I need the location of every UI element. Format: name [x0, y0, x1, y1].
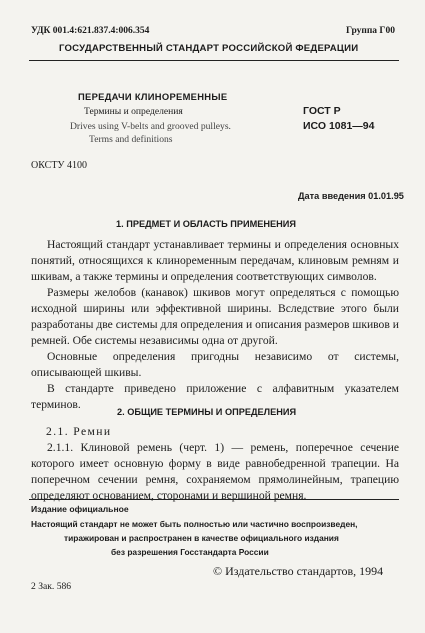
standard-title: ПЕРЕДАЧИ КЛИНОРЕМЕННЫЕ	[78, 91, 228, 102]
udk-code: УДК 001.4:621.837.4:006.354	[31, 26, 150, 36]
section-1-body	[31, 237, 399, 413]
paragraph: Размеры желобов (канавок) шкивов могут определяться с помощью исходной ширины или эффективной ширины. Вследствие этого были разработаны две системы для определения и описания размеров шкивов и ремней. Обе системы независимы одна от другой.	[31, 286, 399, 347]
section-2-heading: 2. ОБЩИЕ ТЕРМИНЫ И ОПРЕДЕЛЕНИЯ	[117, 407, 297, 417]
designation-gost: ГОСТ Р	[303, 105, 341, 117]
publisher-copyright: © Издательство стандартов, 1994	[213, 564, 384, 578]
order-number: 2 Зак. 586	[31, 581, 72, 592]
copyright-notice-line-2: тиражирован и распространен в качестве официального издания	[64, 533, 339, 543]
introduction-date: Дата введения 01.01.95	[298, 191, 404, 201]
standard-subtitle-en: Terms and definitions	[89, 134, 173, 145]
state-standard-title: ГОСУДАРСТВЕННЫЙ СТАНДАРТ РОССИЙСКОЙ ФЕДЕРАЦИИ	[59, 43, 359, 54]
paragraph: Основные определения пригодны независимо от системы, описывающей шкивы.	[31, 350, 399, 379]
paragraph: Настоящий стандарт устанавливает термины и определения основных понятий, относящихся к клиноременным передачам, клиновым ремням и шкивам, а также термины и определения соответствующих символов.	[31, 238, 399, 283]
header-rule	[29, 60, 399, 61]
section-2-body	[31, 440, 399, 504]
official-edition: Издание официальное	[31, 504, 129, 514]
okstu-code: ОКСТУ 4100	[31, 160, 88, 171]
paragraph: 2.1.1. Клиновой ремень (черт. 1) — ремень, поперечное сечение которого имеет основную форму в виде равнобедренной трапеции. На поперечном сечении ремня, сохраняемом прямолинейным, трапецию определяют основанием, сторонами и вершиной ремня.	[31, 441, 399, 502]
footer-rule	[29, 499, 399, 500]
designation-iso: ИСО 1081—94	[303, 120, 375, 132]
copyright-notice-line-3: без разрешения Госстандарта России	[111, 547, 269, 557]
section-1-heading: 1. ПРЕДМЕТ И ОБЛАСТЬ ПРИМЕНЕНИЯ	[116, 219, 296, 229]
paragraph: В стандарте приведено приложение с алфавитным указателем терминов.	[31, 382, 399, 411]
standard-title-en: Drives using V-belts and grooved pulleys.	[70, 121, 231, 132]
section-2-1-heading: 2.1. Ремни	[46, 425, 112, 438]
copyright-notice-line-1: Настоящий стандарт не может быть полностью или частично воспроизведен,	[31, 519, 358, 529]
standard-subtitle: Термины и определения	[84, 106, 183, 117]
group-code: Группа Г00	[346, 26, 395, 36]
